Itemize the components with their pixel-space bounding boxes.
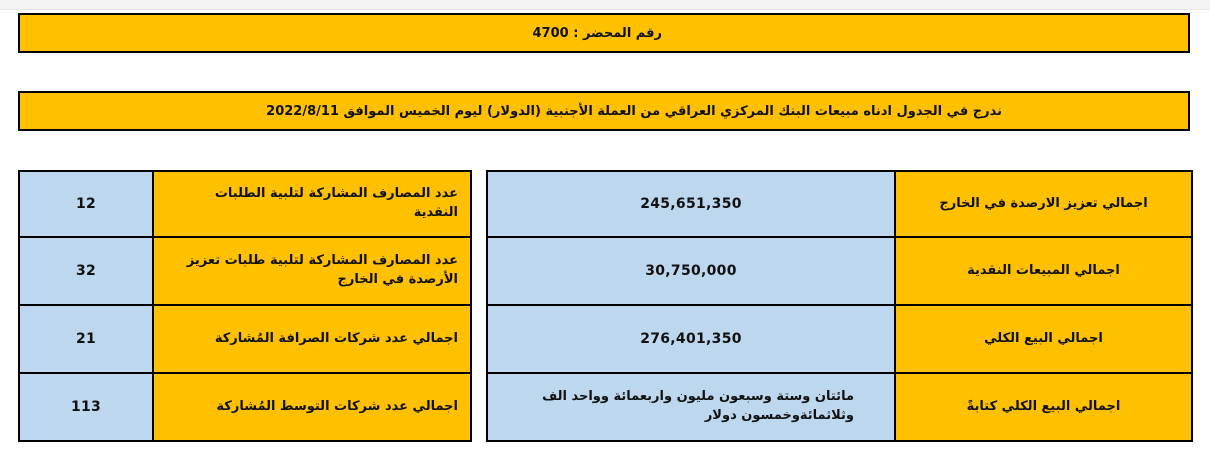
table-row bbox=[19, 237, 471, 305]
participants-value-cell bbox=[19, 237, 153, 305]
table-row bbox=[487, 305, 1192, 373]
table-row bbox=[487, 237, 1192, 305]
sales-value-total-sales: 276,401,350 bbox=[640, 330, 742, 347]
participants-label-exchange-companies: اجمالي عدد شركات الصرافة المُشاركة bbox=[214, 330, 458, 346]
record-number-label: رقم المحضر : 4700 bbox=[532, 25, 662, 41]
sales-value-cell bbox=[487, 305, 895, 373]
sales-label-cell bbox=[895, 373, 1192, 441]
sales-label-outbound-transfers: اجمالي تعزيز الارصدة في الخارج bbox=[939, 195, 1148, 211]
sales-value-cell bbox=[487, 237, 895, 305]
participants-label-cell bbox=[153, 373, 471, 441]
participants-value-transfer-banks: 32 bbox=[75, 262, 97, 279]
sales-label-cell bbox=[895, 305, 1192, 373]
sales-value-outbound-transfers: 245,651,350 bbox=[640, 195, 742, 212]
participants-label-cell bbox=[153, 171, 471, 237]
sales-label-cell bbox=[895, 171, 1192, 237]
sales-table bbox=[486, 170, 1193, 442]
participants-label-transfer-banks: عدد المصارف المشاركة لتلبية طلبات تعزيز الأرصدة في الخارج bbox=[186, 253, 458, 287]
participants-value-brokerage-companies: 113 bbox=[70, 398, 102, 415]
participants-value-cell bbox=[19, 373, 153, 441]
sales-label-cell bbox=[895, 237, 1192, 305]
participants-label-cash-banks: عدد المصارف المشاركة لتلبية الطلبات النقدية bbox=[214, 186, 458, 220]
participants-label-cell bbox=[153, 237, 471, 305]
sales-label-total-in-words: اجمالي البيع الكلي كتابةً bbox=[966, 398, 1121, 414]
sales-label-cash-sales: اجمالي المبيعات النقدية bbox=[967, 262, 1120, 278]
participants-label-brokerage-companies: اجمالي عدد شركات التوسط المُشاركة bbox=[216, 398, 458, 414]
participants-value-cash-banks: 12 bbox=[75, 195, 97, 212]
sales-value-cash-sales: 30,750,000 bbox=[645, 262, 737, 279]
participants-value-exchange-companies: 21 bbox=[75, 330, 97, 347]
sales-value-total-in-words: مائتان وستة وسبعون مليون واربعمائة وواحد الف وثلاثمائةوخمسون دولار bbox=[542, 389, 854, 423]
table-row bbox=[19, 305, 471, 373]
headline-text: ندرج في الجدول ادناه مبيعات البنك المركزي العراقي من العملة الأجنبية (الدولار) ليوم الخميس الموافق 2022/8/11 bbox=[266, 103, 1002, 119]
record-number-bar bbox=[18, 13, 1190, 53]
headline-bar bbox=[18, 91, 1190, 131]
table-row bbox=[19, 373, 471, 441]
top-edge bbox=[0, 0, 1210, 10]
sales-label-total-sales: اجمالي البيع الكلي bbox=[984, 330, 1103, 346]
table-row bbox=[487, 171, 1192, 237]
table-row bbox=[19, 171, 471, 237]
participants-value-cell bbox=[19, 305, 153, 373]
participants-label-cell bbox=[153, 305, 471, 373]
participants-table bbox=[18, 170, 472, 442]
sales-value-cell bbox=[487, 171, 895, 237]
table-row bbox=[487, 373, 1192, 441]
participants-value-cell bbox=[19, 171, 153, 237]
sales-value-cell bbox=[487, 373, 895, 441]
